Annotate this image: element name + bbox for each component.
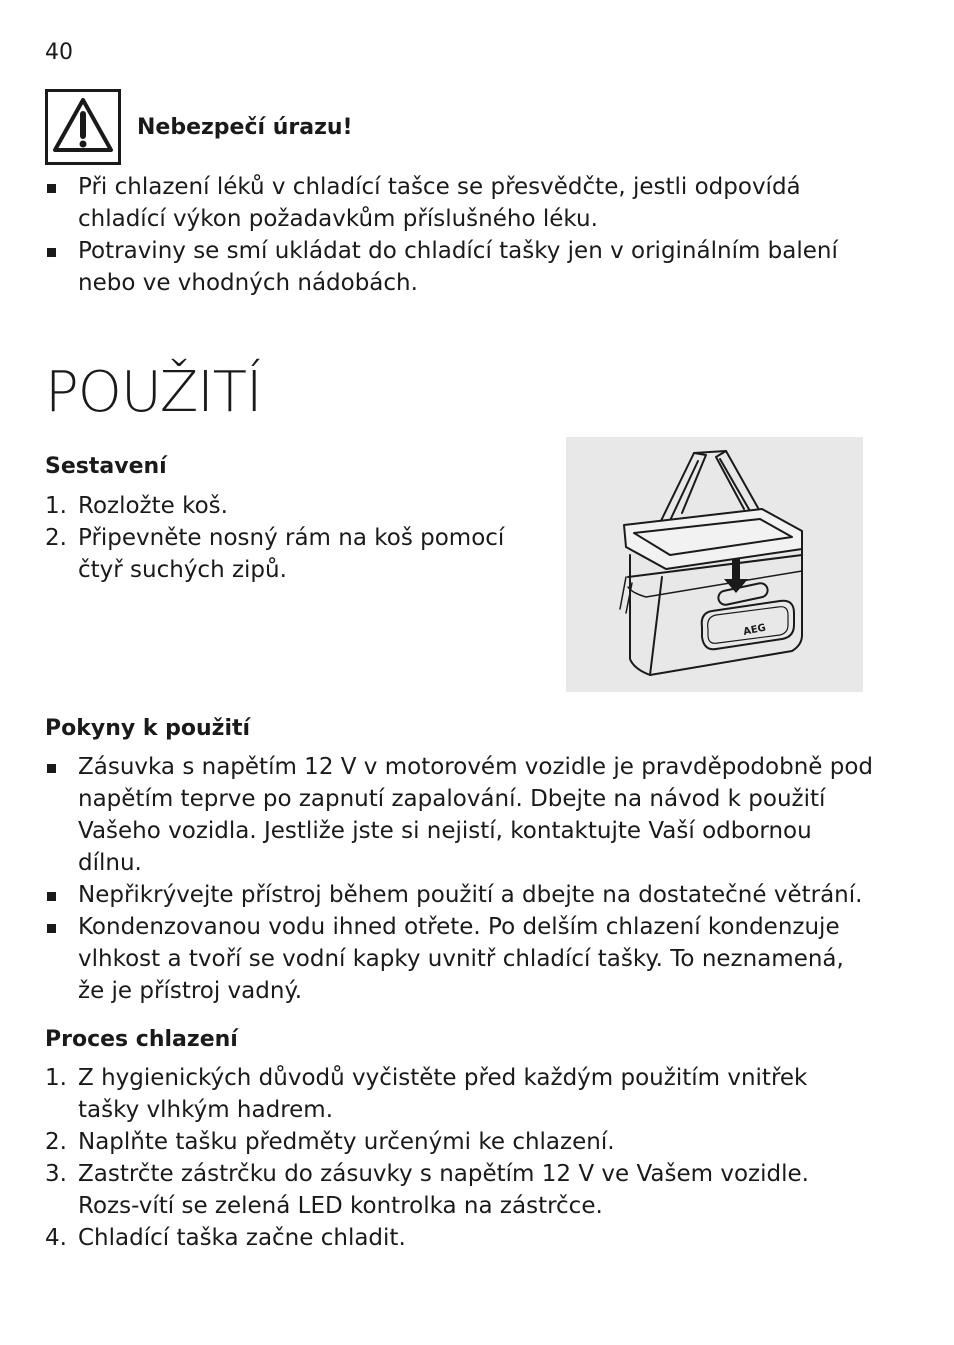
usage-heading: Pokyny k použití xyxy=(45,716,251,741)
usage-item: Nepřikrývejte přístroj během použití a dbejte na dostatečné větrání. xyxy=(45,879,875,911)
page-number: 40 xyxy=(45,40,73,65)
aeg-logo: AEG xyxy=(742,622,767,638)
usage-list xyxy=(45,751,875,1007)
assembly-step xyxy=(45,522,550,586)
step-text: Rozložte koš. xyxy=(78,493,228,519)
step-number: 3. xyxy=(45,1161,67,1187)
warning-box xyxy=(45,89,121,165)
cooling-step xyxy=(45,1158,875,1222)
warning-item: Při chlazení léků v chladící tašce se přesvědčte, jestli odpovídá chladící výkon požadavkům příslušného léku. xyxy=(45,171,875,235)
step-text: Zastrčte zástrčku do zásuvky s napětím 12 V ve Vašem vozidle. Rozs-vítí se zelená LED kontrolka na zástrčce. xyxy=(78,1161,809,1219)
cooling-step xyxy=(45,1222,875,1254)
step-number: 2. xyxy=(45,1129,67,1155)
cooling-step xyxy=(45,1062,875,1126)
cooling-steps xyxy=(45,1062,875,1254)
step-number: 1. xyxy=(45,1065,67,1091)
usage-item: Kondenzovanou vodu ihned otřete. Po delším chlazení kondenzuje vlhkost a tvoří se vodní kapky uvnitř chladící tašky. To neznamená, že je přístroj vadný. xyxy=(45,911,875,1007)
cooling-heading: Proces chlazení xyxy=(45,1027,238,1052)
step-text: Naplňte tašku předměty určenými ke chlazení. xyxy=(78,1129,615,1155)
cooling-step xyxy=(45,1126,875,1158)
warning-title: Nebezpečí úrazu! xyxy=(137,115,353,140)
step-text: Připevněte nosný rám na koš pomocí čtyř suchých zipů. xyxy=(78,525,505,583)
assembly-steps xyxy=(45,490,550,586)
step-text: Z hygienických důvodů vyčistěte před každým použitím vnitřek tašky vlhkým hadrem. xyxy=(78,1065,808,1123)
step-number: 2. xyxy=(45,525,67,551)
usage-item: Zásuvka s napětím 12 V v motorovém vozidle je pravděpodobně pod napětím teprve po zapnutí zapalování. Dbejte na návod k použití Vašeho vozidla. Jestliže jste si nejistí, kontaktujte Vaší odbornou dílnu. xyxy=(45,751,875,879)
cooler-bag-illustration xyxy=(566,437,863,692)
section-title: POUŽITÍ xyxy=(45,360,262,425)
warning-triangle-icon xyxy=(48,92,118,162)
warning-list xyxy=(45,171,875,299)
step-number: 1. xyxy=(45,493,67,519)
step-number: 4. xyxy=(45,1225,67,1251)
warning-item: Potraviny se smí ukládat do chladící tašky jen v originálním balení nebo ve vhodných nádobách. xyxy=(45,235,875,299)
assembly-heading: Sestavení xyxy=(45,454,167,479)
assembly-step xyxy=(45,490,550,522)
step-text: Chladící taška začne chladit. xyxy=(78,1225,406,1251)
